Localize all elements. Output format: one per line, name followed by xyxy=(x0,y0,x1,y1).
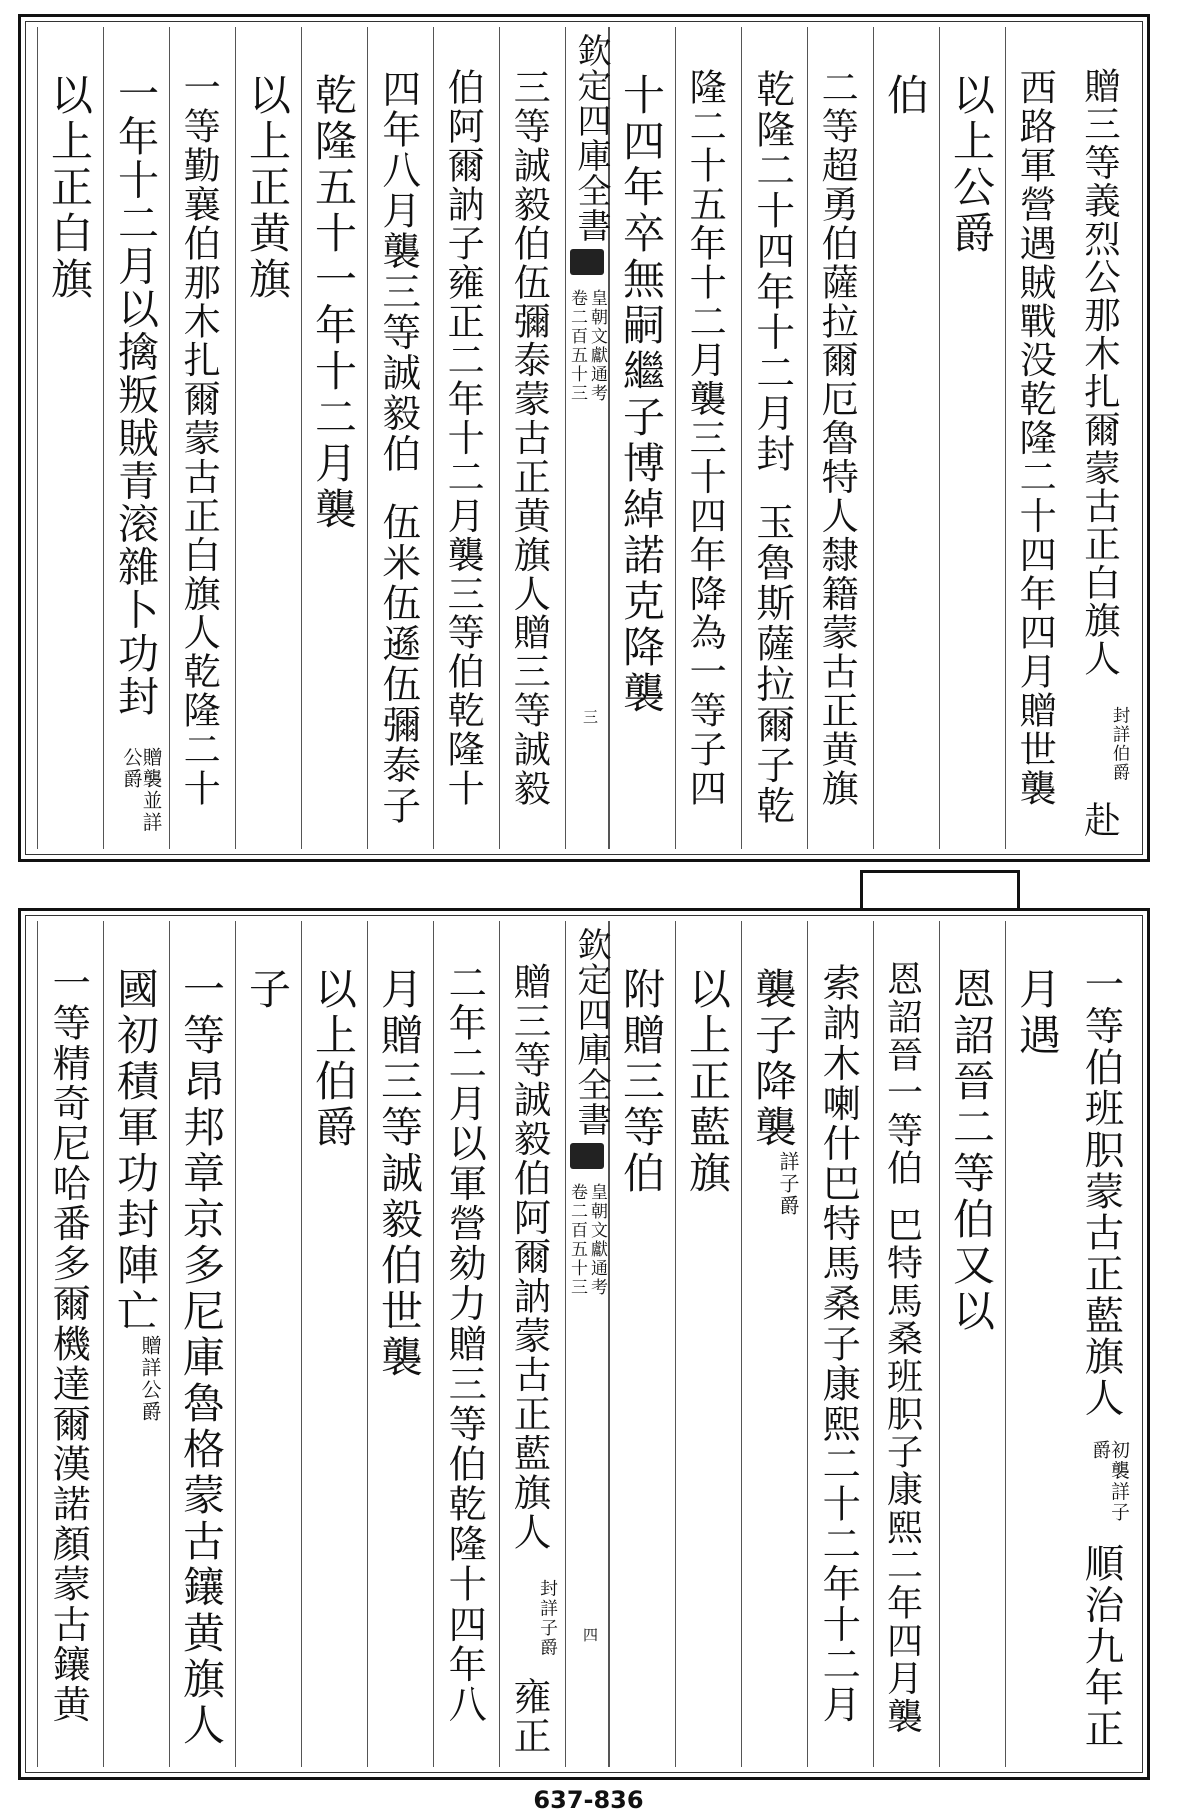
text-column xyxy=(103,27,169,849)
column-text-continued: 伍米伍遜伍彌泰子 xyxy=(375,502,421,827)
column-text: 以上正藍旗 xyxy=(683,967,732,1197)
column-text: 伯阿爾訥子雍正二年十二月襲三等伯乾隆十 xyxy=(441,67,485,808)
text-column xyxy=(609,921,675,1767)
column-text: 二等超勇伯薩拉爾厄魯特人隸籍蒙古正黄旗 xyxy=(815,67,859,808)
bottom-page-panel xyxy=(18,908,1150,1780)
column-text: 月贈三等誠毅伯世襲 xyxy=(375,967,424,1381)
text-column xyxy=(741,27,807,849)
annotation-note: 詳子爵 xyxy=(776,1151,800,1217)
book-title: 皇朝文獻通考 xyxy=(587,1183,607,1297)
text-column xyxy=(433,921,499,1767)
column-text: 二年二月以軍營劾力贈三等伯乾隆十四年八 xyxy=(441,962,487,1725)
column-text-continued: 順治九年正 xyxy=(1078,1542,1125,1750)
text-column xyxy=(499,921,565,1767)
text-column xyxy=(807,921,873,1767)
column-text: 以上伯爵 xyxy=(309,967,358,1151)
annotation-note: 封詳子爵 xyxy=(537,1578,558,1658)
annotation-note: 封詳伯爵 xyxy=(1109,705,1129,782)
column-text: 以上公爵 xyxy=(947,73,996,257)
text-column xyxy=(1071,27,1137,849)
column-text: 以上正白旗 xyxy=(45,73,94,303)
text-column xyxy=(37,921,103,1767)
text-column xyxy=(367,921,433,1767)
top-page-panel xyxy=(18,14,1150,862)
text-column xyxy=(675,921,741,1767)
column-text: 月遇 xyxy=(1013,967,1062,1059)
column-text: 國初積軍功封陣亡 xyxy=(111,967,160,1335)
text-column xyxy=(939,921,1005,1767)
column-text: 一等昂邦章京多尼庫魯格蒙古鑲黄旗人 xyxy=(177,967,226,1749)
column-text: 恩詔晉一等伯 xyxy=(881,960,924,1188)
fishtail-mark-icon xyxy=(570,249,604,275)
column-text: 一等精奇尼哈番多爾機達爾漢諾顏蒙古鑲黄 xyxy=(45,962,91,1725)
column-text: 恩詔晉二等伯又以 xyxy=(947,967,996,1335)
text-column xyxy=(873,27,939,849)
text-column xyxy=(103,921,169,1767)
text-column xyxy=(1071,921,1137,1767)
text-column xyxy=(675,27,741,849)
column-text: 三等誠毅伯伍彌泰蒙古正黄旗人贈三等誠毅 xyxy=(507,67,551,808)
text-column xyxy=(873,921,939,1767)
book-series-title: 欽定四庫全書 xyxy=(571,33,611,243)
text-column xyxy=(433,27,499,849)
column-text: 隆二十五年十二月襲三十四年降為一等子四 xyxy=(683,67,727,808)
volume-label: 卷二百五十三 xyxy=(567,289,587,403)
text-column xyxy=(367,27,433,849)
text-column xyxy=(169,27,235,849)
page-number: 637-836 xyxy=(533,1786,644,1814)
column-text: 贈三等義烈公那木扎爾蒙古正白旗人 xyxy=(1078,66,1122,678)
text-column xyxy=(37,27,103,849)
leaf-number: 四 xyxy=(581,1627,599,1642)
column-text: 乾隆五十一年十二月襲 xyxy=(309,73,358,533)
column-text: 一等伯班胑蒙古正藍旗人 xyxy=(1078,964,1125,1419)
column-text: 四年八月襲三等誠毅伯 xyxy=(375,69,421,475)
column-text: 伯 xyxy=(881,73,930,119)
text-column xyxy=(807,27,873,849)
fishtail-mark-icon xyxy=(570,1143,604,1169)
column-text: 一年十二月以擒叛賊青滚雜卜功封 xyxy=(111,72,160,718)
column-text-continued: 玉魯斯薩拉爾子乾 xyxy=(749,502,795,827)
book-series-title: 欽定四庫全書 xyxy=(571,927,611,1137)
page-gutter xyxy=(565,27,609,849)
column-text: 索訥木喇什巴特馬桑子康熙二十二年十二月 xyxy=(815,962,861,1725)
column-text-continued: 雍正 xyxy=(507,1676,552,1756)
column-text: 贈三等誠毅伯阿爾訥蒙古正藍旗人 xyxy=(507,962,552,1552)
volume-label: 卷二百五十三 xyxy=(567,1183,587,1297)
annotation-note: 初襲詳子爵 xyxy=(1089,1439,1129,1523)
column-text: 十四年卒無嗣繼子博綽諾克降襲 xyxy=(617,73,666,717)
column-text: 西路軍營遇賊戰没乾隆二十四年四月贈世襲 xyxy=(1013,67,1057,808)
text-column xyxy=(939,27,1005,849)
text-column xyxy=(235,921,301,1767)
column-text: 以上正黄旗 xyxy=(243,73,292,303)
column-text-continued: 赴 xyxy=(1078,801,1122,840)
book-title: 皇朝文獻通考 xyxy=(587,289,607,403)
annotation-note: 贈詳公爵 xyxy=(138,1335,162,1423)
leaf-number: 三 xyxy=(581,709,599,724)
text-column xyxy=(1005,27,1071,849)
column-text: 子 xyxy=(243,967,292,1013)
text-column xyxy=(499,27,565,849)
text-column xyxy=(235,27,301,849)
column-text: 附贈三等伯 xyxy=(617,967,666,1197)
column-text: 乾隆二十四年十二月封 xyxy=(749,69,795,475)
page-gutter xyxy=(565,921,609,1767)
column-text: 襲子降襲 xyxy=(749,967,798,1151)
text-column xyxy=(169,921,235,1767)
column-text-continued: 巴特馬桑班胑子康熙二年四月襲 xyxy=(881,1206,924,1735)
column-text: 一等勤襄伯那木扎爾蒙古正白旗人乾隆二十 xyxy=(177,67,221,808)
text-column xyxy=(741,921,807,1767)
text-column xyxy=(301,27,367,849)
text-column xyxy=(301,921,367,1767)
text-column xyxy=(1005,921,1071,1767)
text-column xyxy=(609,27,675,849)
annotation-note: 贈襲並詳公爵 xyxy=(119,747,162,834)
